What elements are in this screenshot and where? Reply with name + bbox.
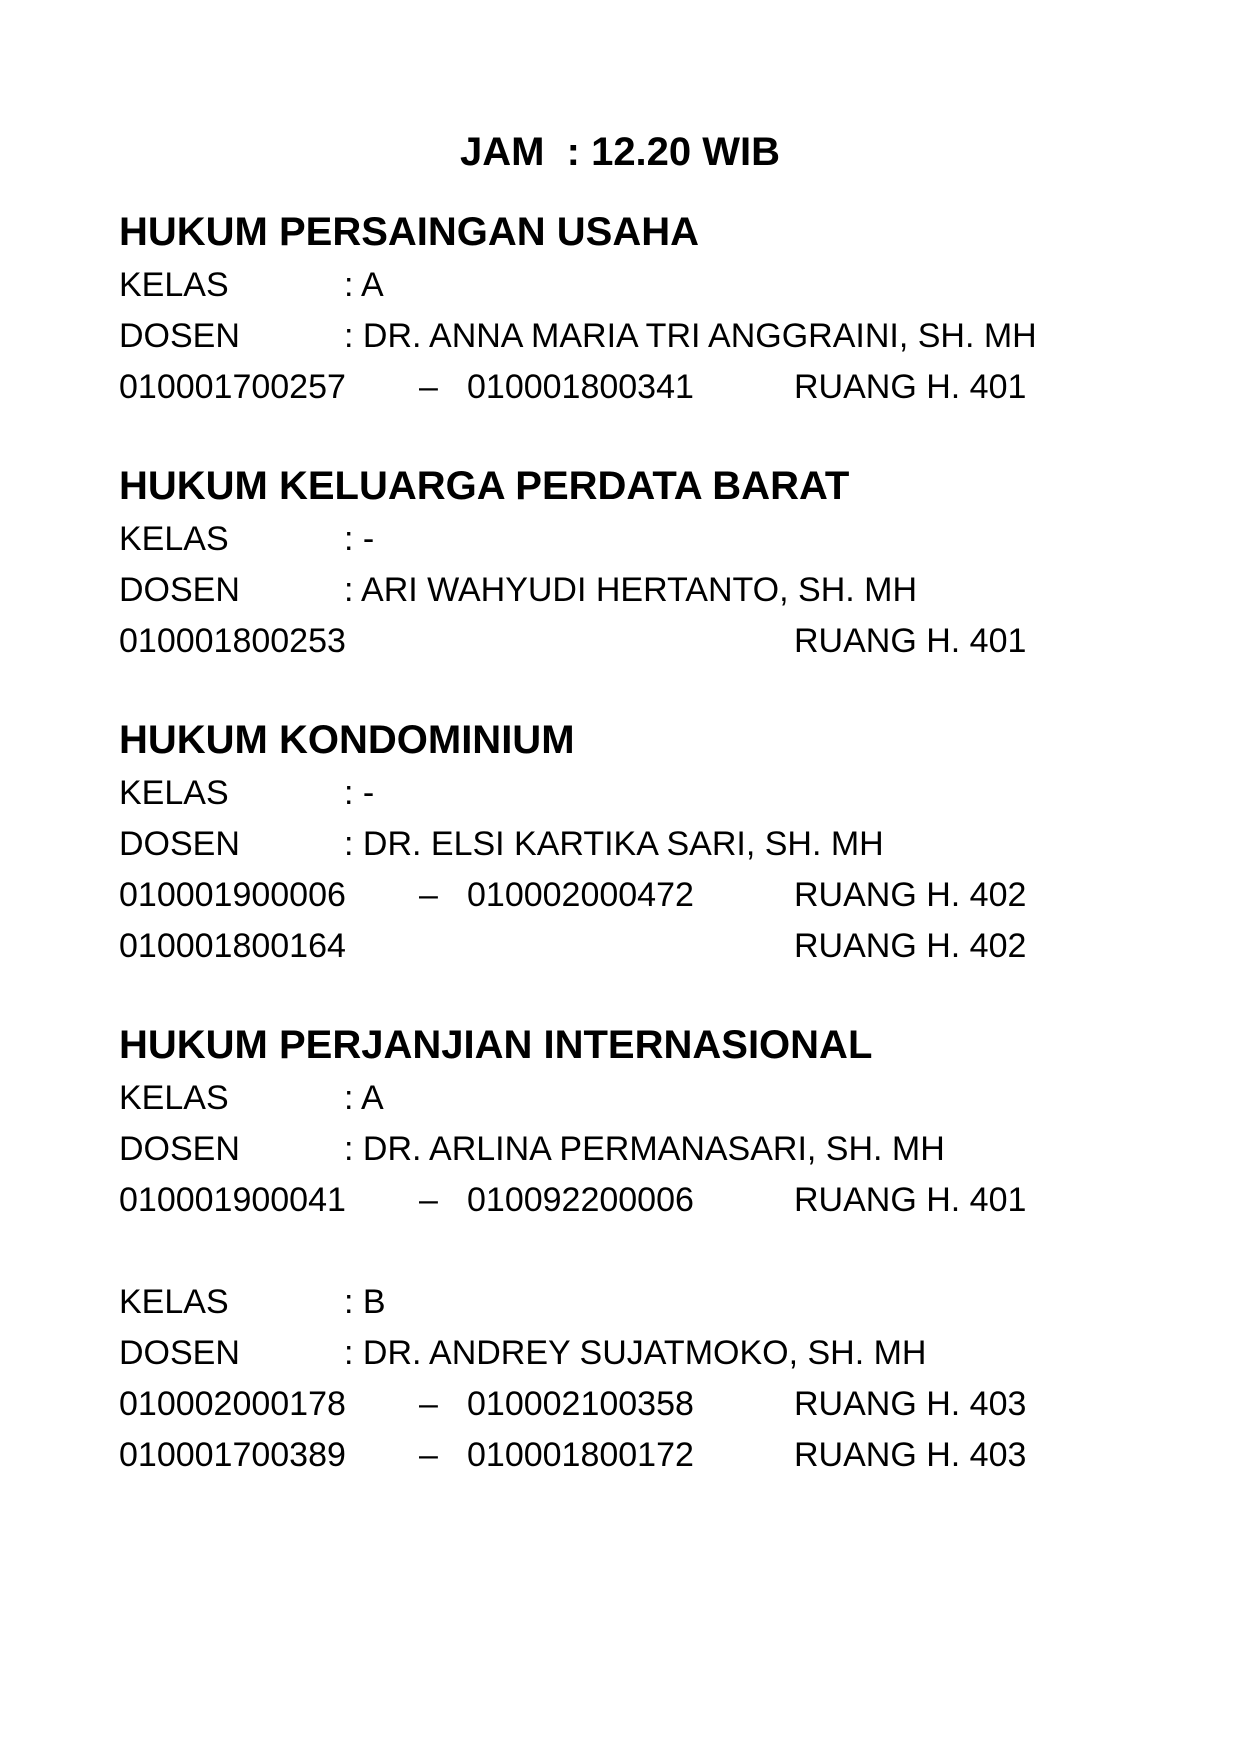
room-label: RUANG H. 403 [794,1436,1027,1474]
dosen-label: DOSEN [119,1334,240,1372]
dosen-value: : DR. ANNA MARIA TRI ANGGRAINI, SH. MH [344,317,1037,355]
nim-end: 010001800172 [467,1436,694,1474]
nim-end: 010001800341 [467,368,694,406]
kelas-label: KELAS [119,774,229,812]
nim-end: 010002000472 [467,876,694,914]
nim-start: 010001900006 [119,876,346,914]
kelas-row [119,514,1159,565]
dosen-row [119,1328,1159,1379]
room-label: RUANG H. 401 [794,368,1027,406]
dosen-row [119,565,1159,616]
course-list [119,204,1159,1526]
dosen-label: DOSEN [119,571,240,609]
kelas-label: KELAS [119,1079,229,1117]
dosen-value: : ARI WAHYUDI HERTANTO, SH. MH [344,571,918,609]
kelas-row [119,1073,1159,1124]
dosen-row [119,311,1159,362]
kelas-value: : - [344,520,375,558]
kelas-value: : B [344,1283,386,1321]
kelas-value: : A [344,266,384,304]
dosen-row [119,1124,1159,1175]
time-heading: JAM : 12.20 WIB [459,130,781,174]
room-label: RUANG H. 402 [794,927,1027,965]
course-title: HUKUM KELUARGA PERDATA BARAT [119,464,850,508]
course-block [119,458,1159,667]
dosen-value: : DR. ARLINA PERMANASARI, SH. MH [344,1130,945,1168]
kelas-row [119,768,1159,819]
kelas-value: : A [344,1079,384,1117]
nim-range-row [119,1379,1159,1430]
nim-start: 010001700257 [119,368,346,406]
course-title: HUKUM KONDOMINIUM [119,718,575,762]
nim-start: 010001800253 [119,622,346,660]
kelas-label: KELAS [119,520,229,558]
kelas-row [119,1277,1159,1328]
nim-end: 010092200006 [467,1181,694,1219]
nim-start: 010001700389 [119,1436,346,1474]
course-block [119,204,1159,413]
kelas-label: KELAS [119,1283,229,1321]
nim-start: 010001800164 [119,927,346,965]
nim-range-row [119,1175,1159,1226]
range-dash: – [419,876,438,914]
course-block [119,1017,1159,1481]
nim-range-row [119,616,1159,667]
room-label: RUANG H. 402 [794,876,1027,914]
range-dash: – [419,1385,438,1423]
course-title: HUKUM PERJANJIAN INTERNASIONAL [119,1023,873,1067]
nim-range-row [119,362,1159,413]
range-dash: – [419,1181,438,1219]
room-label: RUANG H. 401 [794,622,1027,660]
dosen-label: DOSEN [119,317,240,355]
nim-range-row [119,1430,1159,1481]
course-block [119,712,1159,972]
kelas-value: : - [344,774,375,812]
nim-range-row [119,870,1159,921]
dosen-label: DOSEN [119,1130,240,1168]
nim-start: 010002000178 [119,1385,346,1423]
dosen-label: DOSEN [119,825,240,863]
room-label: RUANG H. 401 [794,1181,1027,1219]
nim-start: 010001900041 [119,1181,346,1219]
section-gap [119,1226,1159,1277]
room-label: RUANG H. 403 [794,1385,1027,1423]
nim-end: 010002100358 [467,1385,694,1423]
range-dash: – [419,1436,438,1474]
nim-range-row [119,921,1159,972]
range-dash: – [419,368,438,406]
dosen-value: : DR. ANDREY SUJATMOKO, SH. MH [344,1334,927,1372]
dosen-row [119,819,1159,870]
course-title: HUKUM PERSAINGAN USAHA [119,210,700,254]
kelas-label: KELAS [119,266,229,304]
dosen-value: : DR. ELSI KARTIKA SARI, SH. MH [344,825,884,863]
kelas-row [119,260,1159,311]
